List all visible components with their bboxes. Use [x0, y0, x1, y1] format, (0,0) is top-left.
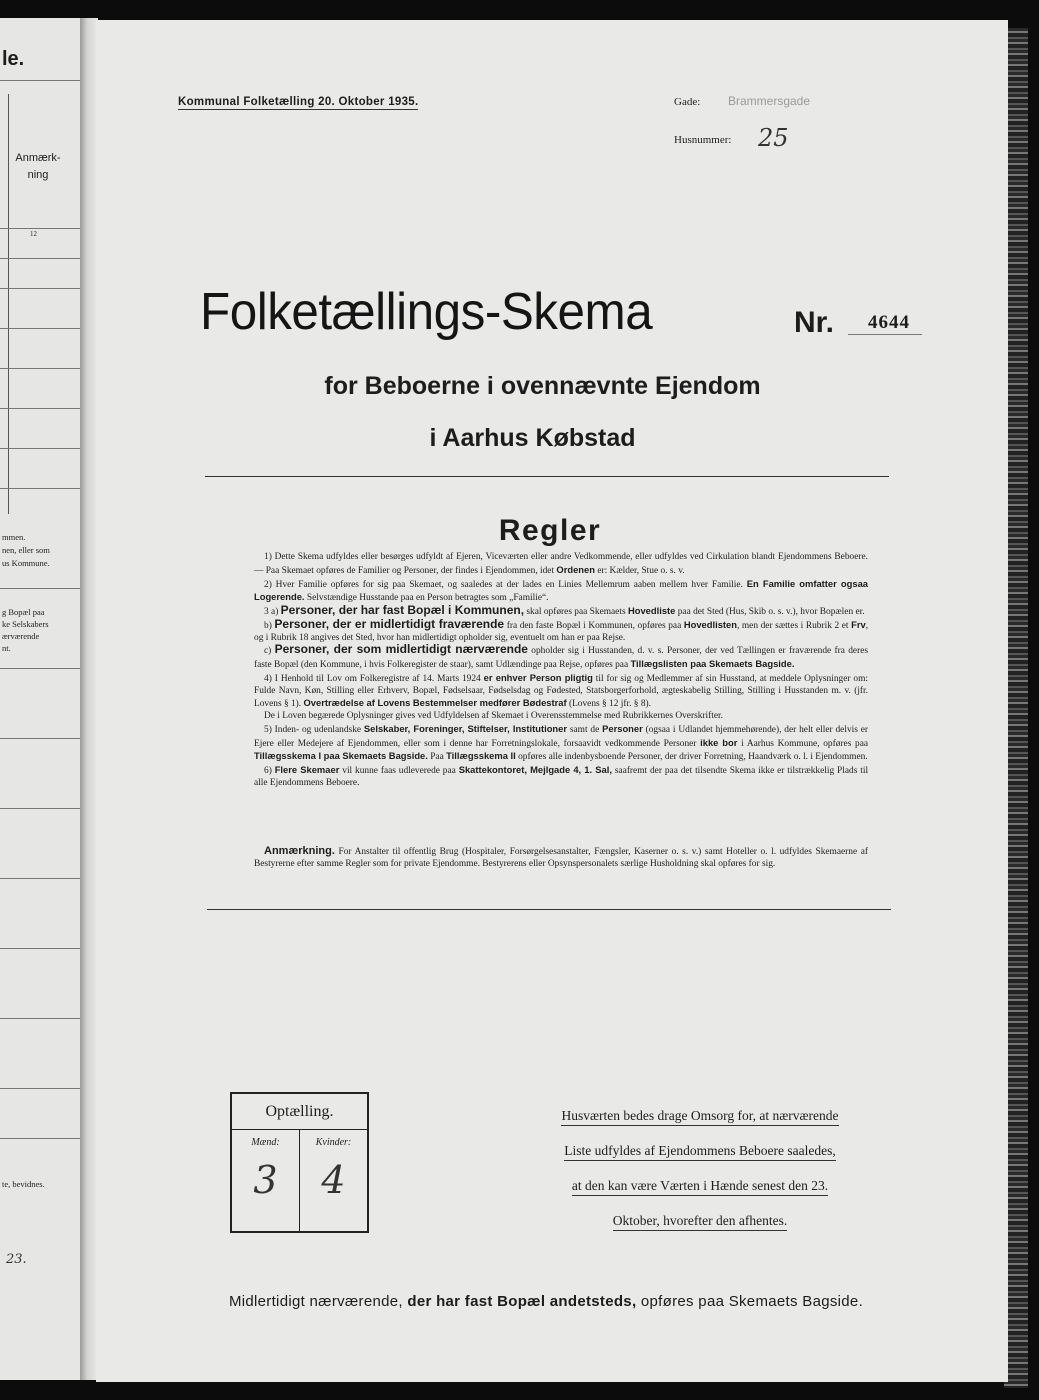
left-page-rule	[0, 1088, 80, 1089]
rule-5-mid-3: i Aarhus Kommune, opføres paa	[741, 738, 869, 749]
left-page-rule	[0, 368, 80, 369]
rule-3c-text: opholder sig i Husstanden, d. v. s. Personer, der ved Tællingen er fraværende fra deres faste Bopæl (den Kommune, i hvis Folkeregister de staar), samt Udlændinge paa Rejse, opføres paa	[254, 646, 869, 670]
rule-3a-number: 3 a)	[264, 607, 279, 617]
left-page-fragment: nt.	[2, 643, 11, 653]
rule-4-bold: er enhver Person pligtig	[483, 671, 593, 683]
rule-1-end: er: Kælder, Stue o. s. v.	[597, 565, 685, 576]
count-women-label: Kvinder:	[315, 1137, 352, 1148]
rule-2-bold: En Familie omfatter ogsaa Logerende.	[254, 577, 868, 603]
rule-1	[254, 552, 868, 578]
rule-3c	[254, 644, 868, 672]
left-page-rule	[0, 288, 80, 289]
left-page-fragment: nen, eller som	[2, 545, 50, 555]
left-page-fragment: te, bevidnes.	[2, 1179, 45, 1189]
street-value: Brammersgade	[728, 94, 811, 108]
rule-3a-text: skal opføres paa Skemaets	[526, 607, 626, 617]
count-women-value: 4	[321, 1158, 346, 1202]
rule-5-bold-4: Tillægsskema I paa Skemaets Bagside.	[254, 750, 428, 762]
count-box	[230, 1092, 369, 1233]
rule-3b-end: , og i Rubrik 18 angives det Sted, hvor han midlertidigt opholder sig, eventuelt om han er paa Rejse.	[254, 620, 869, 643]
left-page-rule	[0, 588, 80, 589]
notice-line-4: Oktober, hvorefter den afhentes.	[613, 1213, 788, 1231]
rule-6-mid: vil kunne faas udleverede paa	[342, 766, 456, 776]
rule-4-mid: til for sig og Medlemmer af sin Husstand, at meddele Oplysninger om: Fulde Navn, Køn, Stilling eller Erhverv, Bopæl, Fødselsaar, Fødselsdag og Fødested, Statsborgerforhold, ægteskabelig Stilling, Stilling i Husstanden m. v. (jfr. Lovens § 1).	[254, 673, 869, 710]
left-page-handwritten-fragment: 23.	[6, 1252, 27, 1267]
form-subtitle-2: i Aarhus Købstad	[429, 424, 636, 452]
rule-5-mid: samt de	[569, 724, 600, 735]
left-page-rule	[0, 1138, 80, 1139]
footer-part-2: der har fast Bopæl andetsteds,	[407, 1293, 637, 1310]
rule-5-text: 5) Inden- og udenlandske	[264, 724, 362, 735]
left-page-title: le.	[2, 48, 25, 70]
rule-3a-bold: Personer, der har fast Bopæl i Kommunen,	[280, 603, 525, 617]
left-page-rule	[0, 738, 80, 739]
rule-3b-text: fra den faste Bopæl i Kommunen, opføres paa	[506, 620, 682, 631]
left-page-rule	[0, 878, 80, 879]
divider-top	[205, 476, 889, 477]
rule-4-end: (Lovens § 12 jfr. § 8).	[568, 699, 651, 710]
count-men-label: Mænd:	[251, 1137, 280, 1148]
rule-6-bold-2: Skattekontoret, Mejlgade 4, 1. Sal,	[458, 764, 612, 775]
census-header-title: Kommunal Folketælling 20. Oktober 1935.	[178, 96, 419, 108]
rule-3b-bold-3: Frv	[851, 618, 866, 630]
rule-3b-bold-2: Hovedlisten	[683, 618, 737, 630]
notice-line-3: at den kan være Værten i Hænde senest den 23.	[572, 1178, 828, 1196]
rule-5-bold-5: Tillægsskema II	[446, 750, 516, 762]
rule-4-bold-2: Overtrædelse af Lovens Bestemmelser medfører Bødestraf	[303, 697, 567, 709]
left-page-fragment: mmen.	[2, 532, 26, 542]
count-women-column	[300, 1129, 367, 1231]
count-men-column	[232, 1129, 300, 1231]
form-title: Folketællings-Skema	[200, 283, 653, 341]
left-page-fragment: us Kommune.	[2, 558, 50, 568]
rule-5-bold: Selskaber, Foreninger, Stiftelser, Institutioner	[363, 722, 568, 734]
rule-5-bold-2: Personer	[602, 722, 643, 734]
left-page-fragment: ke Selskabers	[2, 619, 49, 629]
rule-3b-mid: , men der sættes i Rubrik 2 et	[736, 620, 849, 631]
left-page-fragment: ærværende	[2, 631, 40, 641]
rules-heading: Regler	[498, 514, 602, 547]
form-number-label: Nr.	[794, 306, 835, 339]
form-subtitle-1: for Beboerne i ovennævnte Ejendom	[324, 372, 761, 400]
divider-bottom	[207, 909, 891, 910]
footer-note	[0, 1293, 1039, 1310]
rule-2-end: Selvstændige Husstande paa en Person betragtes som „Familie“.	[306, 593, 549, 604]
left-page-rule	[0, 668, 80, 669]
left-page-rule	[0, 948, 80, 949]
house-number-label: Husnummer:	[674, 134, 732, 146]
rule-5-mid-4: Paa	[430, 752, 444, 763]
left-page-column-header: Anmærk- ning	[15, 152, 61, 181]
rule-3b	[254, 616, 869, 645]
left-page-rule	[0, 328, 80, 329]
rule-6	[254, 764, 868, 790]
rule-6-bold: Flere Skemaer	[274, 764, 340, 775]
rule-3a-end: paa det Sted (Hus, Skib o. s. v.), hvor Bopælen er.	[677, 607, 865, 617]
form-number-value: 4644	[868, 312, 910, 333]
rule-5-end: opføres alle indenbysboende Personer, der driver Forretning, Haandværk o. l. i Ejendommen.	[518, 752, 868, 763]
rule-3b-bold: Personer, der er midlertidigt fraværende	[274, 616, 505, 631]
rule-2	[254, 578, 868, 606]
left-page-rule	[0, 488, 80, 489]
count-men-value: 3	[253, 1158, 278, 1202]
rule-6-end: saafremt der paa det tilsendte Skema ikke er tilstrækkelig Plads til alle Ejendommens Beboere.	[254, 766, 869, 788]
left-page-rule	[0, 80, 80, 81]
left-page-rule	[0, 228, 80, 229]
remark-label: Anmærkning.	[264, 845, 335, 857]
form-number-underline	[848, 334, 922, 335]
rule-4b: De i Loven begærede Oplysninger gives ved Udfyldelsen af Skemaet i Overensstemmelse med Rubrikkernes Overskrifter.	[264, 711, 723, 721]
rule-4-text: 4) I Henhold til Lov om Folkeregistre af 14. Marts 1924	[264, 673, 481, 684]
footer-part-1: Midlertidigt nærværende,	[228, 1293, 403, 1310]
left-facing-page	[0, 18, 80, 1380]
rule-3c-bold: Personer, der som midlertidigt nærværende	[274, 642, 528, 657]
rule-5-mid-2: (ogsaa i Udlandet hjemmehørende), der helt eller delvis er Ejere eller Medejere af Ejendommen, eller som i denne har Forretningslokale, forsaavidt vedkommende Personer	[254, 724, 869, 749]
rule-3c-number: c)	[264, 646, 272, 657]
footer-part-3: opføres paa Skemaets Bagside.	[640, 1293, 864, 1310]
left-page-column-number: 12	[30, 230, 37, 238]
left-page-rule	[0, 258, 80, 259]
rule-3b-number: b)	[264, 620, 272, 631]
rule-4	[254, 672, 868, 711]
rule-3a-bold-2: Hovedliste	[627, 605, 676, 616]
rule-5	[254, 723, 868, 764]
house-number-value: 25	[758, 124, 789, 152]
rule-6-number: 6)	[264, 766, 272, 776]
remark-text: For Anstalter til offentlig Brug (Hospitaler, Forsørgelsesanstalter, Fængsler, Kaserner o. s. v.) samt Hoteller o. l. udfyldes Skemaerne af Bestyrerne efter samme Regler som for private Ejendomme. Bestyrerens eller Opsynspersonalets særlige Husholdning skal opføres for sig.	[254, 847, 869, 869]
remark-paragraph	[254, 846, 868, 871]
rule-5-bold-3: ikke bor	[700, 736, 738, 748]
left-page-fragment: g Bopæl paa	[2, 607, 45, 617]
landlord-notice	[520, 1098, 880, 1238]
left-page-rule	[0, 1018, 80, 1019]
rule-1-bold: Ordenen	[556, 563, 595, 575]
left-page-rule	[0, 408, 80, 409]
rule-1-text: 1) Dette Skema udfyldes eller besørges udfyldt af Ejeren, Viceværten eller andre Vedkommende, eller udfyldes ved Cirkulation blandt Ejendommens Beboere. — Paa Skemaet opføres de Familier og Personer, der findes i Ejendommen, idet	[254, 552, 868, 576]
notice-line-1: Husværten bedes drage Omsorg for, at nærværende	[561, 1108, 838, 1126]
notice-line-2: Liste udfyldes af Ejendommens Beboere saaledes,	[564, 1143, 835, 1161]
left-page-rule	[0, 808, 80, 809]
street-label: Gade:	[674, 96, 701, 108]
rule-3c-bold-2: Tillægslisten paa Skemaets Bagside.	[630, 658, 795, 669]
rule-2-text: 2) Hver Familie opføres for sig paa Skemaet, og saaledes at der lades en Linies Mellemrum aaben mellem hver Familie.	[264, 579, 743, 590]
rules-text	[254, 552, 868, 790]
count-title: Optælling.	[232, 1094, 367, 1130]
